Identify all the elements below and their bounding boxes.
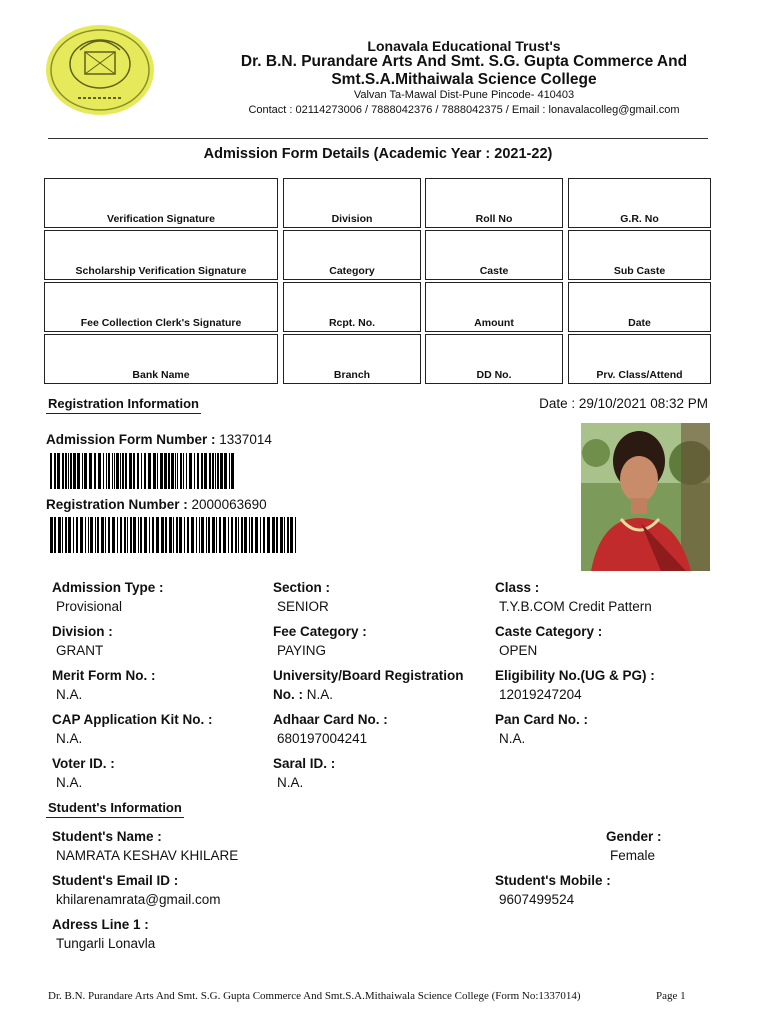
barcode-bar <box>50 517 53 553</box>
barcode-bar <box>65 517 67 553</box>
college-name-line2: Smt.S.A.Mithaiwala Science College <box>331 71 597 88</box>
barcode-bar <box>122 453 124 489</box>
gender-value: Female <box>610 848 656 863</box>
univ-reg-label: University/Board Registration <box>273 668 464 683</box>
barcode-bar <box>223 517 226 553</box>
student-photo <box>581 423 710 571</box>
barcode-bar <box>106 453 107 489</box>
barcode-bar <box>295 517 296 553</box>
barcode-bar <box>177 453 178 489</box>
barcode-bar <box>284 517 285 553</box>
barcode-bar <box>140 517 142 553</box>
admission-form-number-label: Admission Form Number : <box>46 432 216 447</box>
barcode-bar <box>272 517 275 553</box>
barcode-bar <box>62 517 63 553</box>
barcode-bar <box>231 517 233 553</box>
college-logo <box>44 24 156 116</box>
office-cell-label: Division <box>331 213 373 225</box>
barcode-bar <box>112 453 113 489</box>
barcode-bar <box>68 517 71 553</box>
barcode-bar <box>175 453 176 489</box>
barcode-bar <box>114 453 115 489</box>
barcode-bar <box>84 453 87 489</box>
barcode-bar <box>187 517 189 553</box>
student-email-label: Student's Email ID : <box>52 873 179 888</box>
barcode-bar <box>201 453 203 489</box>
barcode-bar <box>290 517 293 553</box>
student-mobile-label: Student's Mobile : <box>495 873 611 888</box>
office-cell-roll-no <box>425 178 563 228</box>
office-cell-label: Roll No <box>475 213 513 225</box>
pan-value: N.A. <box>499 731 526 746</box>
pan-label: Pan Card No. : <box>495 712 589 727</box>
office-cell-verification-signature <box>44 178 278 228</box>
office-cell-label: Branch <box>333 369 371 381</box>
office-cell-rcpt-no <box>283 282 421 332</box>
saral-value: N.A. <box>277 775 304 790</box>
univ-reg-value: N.A. <box>306 687 334 702</box>
barcode-bar <box>133 453 135 489</box>
registration-barcode <box>50 517 298 553</box>
trust-name: Lonavala Educational Trust's <box>367 38 561 54</box>
student-name: NAMRATA KESHAV KHILARE <box>56 848 239 863</box>
header-divider <box>48 138 708 139</box>
barcode-bar <box>130 517 132 553</box>
barcode-bar <box>50 453 52 489</box>
barcode-bar <box>171 453 174 489</box>
barcode-bar <box>220 453 223 489</box>
division-value: GRANT <box>56 643 104 658</box>
barcode-bar <box>73 453 76 489</box>
barcode-bar <box>117 517 118 553</box>
barcode-bar <box>54 453 56 489</box>
barcode-bar <box>108 517 110 553</box>
office-cell-date <box>568 282 711 332</box>
barcode-bar <box>179 517 182 553</box>
barcode-bar <box>208 517 210 553</box>
barcode-bar <box>89 453 92 489</box>
barcode-bar <box>54 517 56 553</box>
student-mobile: 9607499524 <box>499 892 575 907</box>
fee-category-value: PAYING <box>277 643 327 658</box>
barcode-bar <box>186 453 187 489</box>
barcode-bar <box>116 453 119 489</box>
office-cell-category <box>283 230 421 280</box>
barcode-bar <box>183 453 184 489</box>
barcode-bar <box>62 453 64 489</box>
barcode-bar <box>249 517 250 553</box>
barcode-bar <box>108 453 110 489</box>
barcode-bar <box>138 517 139 553</box>
barcode-bar <box>161 517 164 553</box>
barcode-bar <box>212 453 214 489</box>
barcode-bar <box>101 517 104 553</box>
barcode-bar <box>173 517 174 553</box>
eligibility-value: 12019247204 <box>499 687 582 702</box>
section-value: SENIOR <box>277 599 329 614</box>
barcode-bar <box>251 517 253 553</box>
barcode-bar <box>287 517 289 553</box>
barcode-bar <box>217 453 219 489</box>
office-cell-prv-class-attend <box>568 334 711 384</box>
office-cell-label: Date <box>628 317 651 329</box>
barcode-bar <box>224 453 227 489</box>
barcode-bar <box>58 517 61 553</box>
student-info-heading: Student's Information <box>46 800 184 818</box>
office-cell-label: Caste <box>479 265 509 277</box>
barcode-bar <box>228 517 229 553</box>
barcode-bar <box>260 517 261 553</box>
office-cell-label: G.R. No <box>620 213 659 225</box>
registration-number-label: Registration Number : <box>46 497 188 512</box>
adhaar-value: 680197004241 <box>277 731 368 746</box>
barcode-bar <box>149 517 150 553</box>
barcode-bar <box>144 453 146 489</box>
voter-value: N.A. <box>56 775 83 790</box>
barcode-bar <box>127 517 128 553</box>
barcode-bar <box>98 453 101 489</box>
barcode-bar <box>148 453 151 489</box>
univ-reg-label-cont: No. : <box>273 687 303 702</box>
barcode-bar <box>97 517 99 553</box>
barcode-bar <box>180 453 182 489</box>
barcode-bar <box>197 453 199 489</box>
cap-kit-label: CAP Application Kit No. : <box>52 712 213 727</box>
office-cell-branch <box>283 334 421 384</box>
barcode-bar <box>153 453 156 489</box>
division-label: Division : <box>52 624 113 639</box>
barcode-bar <box>57 453 60 489</box>
barcode-bar <box>85 517 86 553</box>
barcode-bar <box>68 453 69 489</box>
barcode-bar <box>280 517 283 553</box>
office-cell-label: Fee Collection Clerk's Signature <box>80 317 242 329</box>
barcode-bar <box>165 517 167 553</box>
office-cell-dd-no <box>425 334 563 384</box>
college-name-line1: Dr. B.N. Purandare Arts And Smt. S.G. Gupta Commerce And <box>240 53 688 70</box>
fee-category-label: Fee Category : <box>273 624 367 639</box>
office-cell-fee-collection-clerk-s-signature <box>44 282 278 332</box>
voter-label: Voter ID. : <box>52 756 115 771</box>
office-cell-label: Category <box>329 265 375 277</box>
barcode-bar <box>82 453 83 489</box>
barcode-bar <box>201 517 204 553</box>
office-cell-bank-name <box>44 334 278 384</box>
section-label: Section : <box>273 580 331 595</box>
college-address: Valvan Ta-Mawal Dist-Pune Pincode- 410403 <box>353 89 575 101</box>
barcode-bar <box>88 517 89 553</box>
caste-category-value: OPEN <box>499 643 538 658</box>
barcode-bar <box>204 453 207 489</box>
admission-type-label: Admission Type : <box>52 580 164 595</box>
office-cell-caste <box>425 230 563 280</box>
barcode-bar <box>244 517 247 553</box>
barcode-bar <box>94 453 96 489</box>
barcode-bar <box>235 517 237 553</box>
office-cell-scholarship-verification-signature <box>44 230 278 280</box>
barcode-bar <box>263 517 265 553</box>
barcode-bar <box>206 517 207 553</box>
admission-form-number: 1337014 <box>219 432 272 447</box>
office-cell-label: Amount <box>474 317 514 329</box>
office-cell-label: DD No. <box>476 369 512 381</box>
barcode-bar <box>120 517 122 553</box>
admission-form-number-row <box>46 432 272 447</box>
barcode-bar <box>216 517 217 553</box>
address-label: Adress Line 1 : <box>52 917 149 932</box>
barcode-bar <box>160 453 163 489</box>
barcode-bar <box>152 517 154 553</box>
barcode-bar <box>176 517 178 553</box>
merit-form-value: N.A. <box>56 687 83 702</box>
barcode-bar <box>137 453 139 489</box>
barcode-bar <box>209 453 211 489</box>
barcode-bar <box>219 517 221 553</box>
barcode-bar <box>255 517 258 553</box>
office-cell-label: Rcpt. No. <box>328 317 376 329</box>
barcode-bar <box>65 453 67 489</box>
office-cell-label: Sub Caste <box>613 265 666 277</box>
office-cell-g-r-no <box>568 178 711 228</box>
student-email: khilarenamrata@gmail.com <box>56 892 221 907</box>
form-date: Date : 29/10/2021 08:32 PM <box>539 396 708 411</box>
barcode-bar <box>80 517 83 553</box>
barcode-bar <box>238 517 239 553</box>
page-footer: Dr. B.N. Purandare Arts And Smt. S.G. Gupta Commerce And Smt.S.A.Mithaiwala Science College (Form No:1337014) <box>48 990 581 1002</box>
barcode-bar <box>229 453 230 489</box>
college-name <box>160 53 768 89</box>
barcode-bar <box>70 453 72 489</box>
barcode-bar <box>276 517 278 553</box>
barcode-bar <box>199 517 200 553</box>
barcode-bar <box>144 517 147 553</box>
barcode-bar <box>133 517 136 553</box>
barcode-bar <box>141 453 142 489</box>
barcode-bar <box>215 453 216 489</box>
student-name-label: Student's Name : <box>52 829 162 844</box>
address-value: Tungarli Lonavla <box>56 936 156 951</box>
barcode-bar <box>212 517 215 553</box>
admission-form-barcode <box>50 453 238 489</box>
office-cell-label: Verification Signature <box>107 213 215 225</box>
caste-category-label: Caste Category : <box>495 624 603 639</box>
barcode-bar <box>156 517 159 553</box>
merit-form-label: Merit Form No. : <box>52 668 156 683</box>
office-cell-label: Bank Name <box>132 369 190 381</box>
barcode-bar <box>112 517 115 553</box>
office-cell-label: Scholarship Verification Signature <box>75 265 247 277</box>
office-cell-label: Prv. Class/Attend <box>596 369 683 381</box>
univ-reg-value-line <box>273 686 333 704</box>
registration-number-row <box>46 497 267 512</box>
barcode-bar <box>168 453 170 489</box>
barcode-bar <box>129 453 132 489</box>
barcode-bar <box>124 517 126 553</box>
barcode-bar <box>169 517 172 553</box>
barcode-bar <box>267 517 270 553</box>
barcode-bar <box>196 517 197 553</box>
barcode-bar <box>189 453 192 489</box>
adhaar-label: Adhaar Card No. : <box>273 712 388 727</box>
barcode-bar <box>73 517 74 553</box>
class-value: T.Y.B.COM Credit Pattern <box>499 599 652 614</box>
barcode-bar <box>95 517 96 553</box>
barcode-bar <box>191 517 194 553</box>
barcode-bar <box>194 453 195 489</box>
registration-number: 2000063690 <box>191 497 267 512</box>
barcode-bar <box>76 517 78 553</box>
gender-label: Gender : <box>606 829 662 844</box>
barcode-bar <box>90 517 93 553</box>
registration-heading: Registration Information <box>46 396 201 414</box>
barcode-bar <box>77 453 80 489</box>
office-cell-sub-caste <box>568 230 711 280</box>
college-contact: Contact : 02114273006 / 7888042376 / 7888042375 / Email : lonavalacolleg@gmail.com <box>248 104 680 116</box>
page-number: Page 1 <box>656 990 686 1002</box>
office-cell-amount <box>425 282 563 332</box>
class-label: Class : <box>495 580 540 595</box>
barcode-bar <box>105 517 106 553</box>
office-cell-division <box>283 178 421 228</box>
admission-type-value: Provisional <box>56 599 123 614</box>
barcode-bar <box>241 517 243 553</box>
barcode-bar <box>184 517 185 553</box>
barcode-bar <box>157 453 158 489</box>
barcode-bar <box>103 453 104 489</box>
cap-kit-value: N.A. <box>56 731 83 746</box>
barcode-bar <box>231 453 234 489</box>
saral-label: Saral ID. : <box>273 756 336 771</box>
barcode-bar <box>125 453 127 489</box>
barcode-bar <box>164 453 167 489</box>
eligibility-label: Eligibility No.(UG & PG) : <box>495 668 655 683</box>
form-title: Admission Form Details (Academic Year : 2021-22) <box>203 146 553 162</box>
barcode-bar <box>120 453 121 489</box>
